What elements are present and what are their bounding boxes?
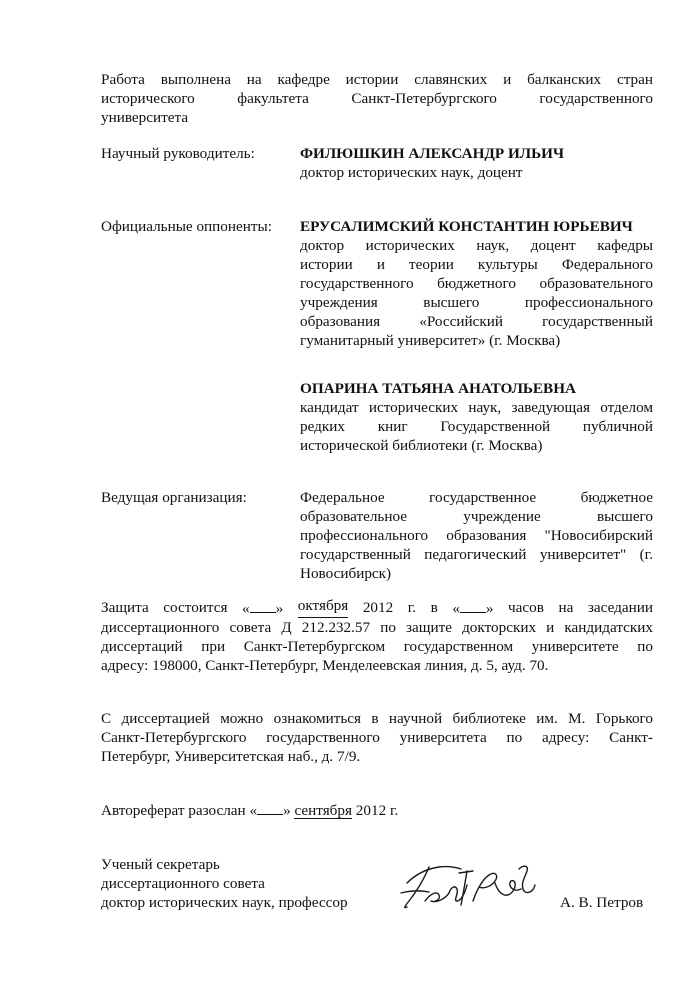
defense-word: в [430, 599, 438, 616]
library-line-3: Петербург, Университетская наб., д. 7/9. [101, 748, 361, 765]
secretary-name: А. В. Петров [560, 894, 644, 911]
secretary-line-2: диссертационного совета [101, 875, 265, 892]
secretary-block [101, 855, 348, 912]
defense-word: г. [407, 599, 417, 616]
opponent-2-line: исторической библиотеки (г. Москва) [300, 437, 543, 454]
defense-line-4: адресу: 198000, Санкт-Петербург, Менделеевская линия, д. 5, ауд. 70. [101, 657, 549, 674]
opponent-2-name: ОПАРИНА ТАТЬЯНА АНАТОЛЬЕВНА [300, 380, 576, 397]
secretary-line-1: Ученый секретарь [101, 856, 220, 873]
opponent-1-line: гуманитарный университет» (г. Москва) [300, 332, 561, 349]
defense-word: заседании [587, 599, 653, 616]
defense-paragraph [101, 598, 653, 675]
leading-org-line: образовательное учреждение высшего [300, 508, 653, 525]
leading-org-label: Ведущая организация: [101, 489, 247, 506]
leading-org-line: Новосибирск) [300, 565, 392, 582]
intro-line-1: Работа выполнена на кафедре истории славянских и балканских стран [101, 71, 653, 88]
library-paragraph [101, 709, 653, 766]
defense-line-3: диссертаций при Санкт-Петербургском государственном университете по [101, 638, 653, 655]
defense-month: октября [298, 598, 349, 618]
opponent-1-line: государственного бюджетного образовательного [300, 275, 653, 292]
library-line-1: С диссертацией можно ознакомиться в научной библиотеке им. М. Горького [101, 710, 653, 727]
day-blank [250, 598, 276, 613]
intro-line-2: исторического факультета Санкт-Петербургского государственного [101, 90, 653, 107]
leading-org-line: профессионального образования "Новосибирский [300, 527, 653, 544]
opponent-2-description [300, 398, 653, 455]
defense-word: часов [508, 599, 544, 616]
intro-line-3: университета [101, 109, 189, 126]
opponent-1-line: истории и теории культуры Федерального [300, 256, 653, 273]
abstract-text: Автореферат разослан « [101, 802, 258, 819]
supervisor-name: ФИЛЮШКИН АЛЕКСАНДР ИЛЬИЧ [300, 145, 565, 162]
secretary-line-3: доктор исторических наук, профессор [101, 894, 348, 911]
opponents-label: Официальные оппоненты: [101, 218, 272, 235]
defense-day-field: « » [242, 600, 284, 617]
library-line-2: Санкт-Петербургского государственного университета по адресу: Санкт- [101, 729, 653, 746]
defense-line-2: диссертационного совета Д 212.232.57 по защите докторских и кандидатских [101, 619, 653, 636]
opponent-1-line: учреждения высшего профессионального [300, 294, 653, 311]
defense-line-1 [101, 598, 653, 618]
abstract-day-blank [257, 800, 283, 815]
abstract-month: сентября [294, 802, 352, 819]
leading-org-line: Федеральное государственное бюджетное [300, 489, 653, 506]
defense-word: состоится [163, 599, 228, 616]
abstract-sent-line [101, 800, 398, 820]
supervisor-label: Научный руководитель: [101, 145, 255, 162]
opponent-1-line: доктор исторических наук, доцент кафедры [300, 237, 653, 254]
opponent-2-line: редких книг Государственной публичной [300, 418, 653, 435]
hour-blank [460, 598, 486, 613]
opponent-2-line: кандидат исторических наук, заведующая отделом [300, 399, 653, 416]
abstract-text: » [283, 802, 291, 819]
opponent-1-description [300, 236, 653, 350]
defense-word: Защита [101, 599, 149, 616]
leading-org-line: государственный педагогический университет" (г. [300, 546, 653, 563]
opponent-1-line: образования «Российский государственный [300, 313, 653, 330]
defense-hour-field: « » [452, 600, 494, 617]
abstract-year: 2012 г. [355, 802, 399, 819]
opponent-1-name: ЕРУСАЛИМСКИЙ КОНСТАНТИН ЮРЬЕВИЧ [300, 218, 633, 235]
leading-org-description [300, 488, 653, 583]
defense-word: 2012 [362, 599, 394, 616]
intro-paragraph [101, 70, 653, 127]
supervisor-title: доктор исторических наук, доцент [300, 164, 523, 181]
defense-word: на [558, 599, 574, 616]
handwritten-signature [395, 855, 555, 915]
